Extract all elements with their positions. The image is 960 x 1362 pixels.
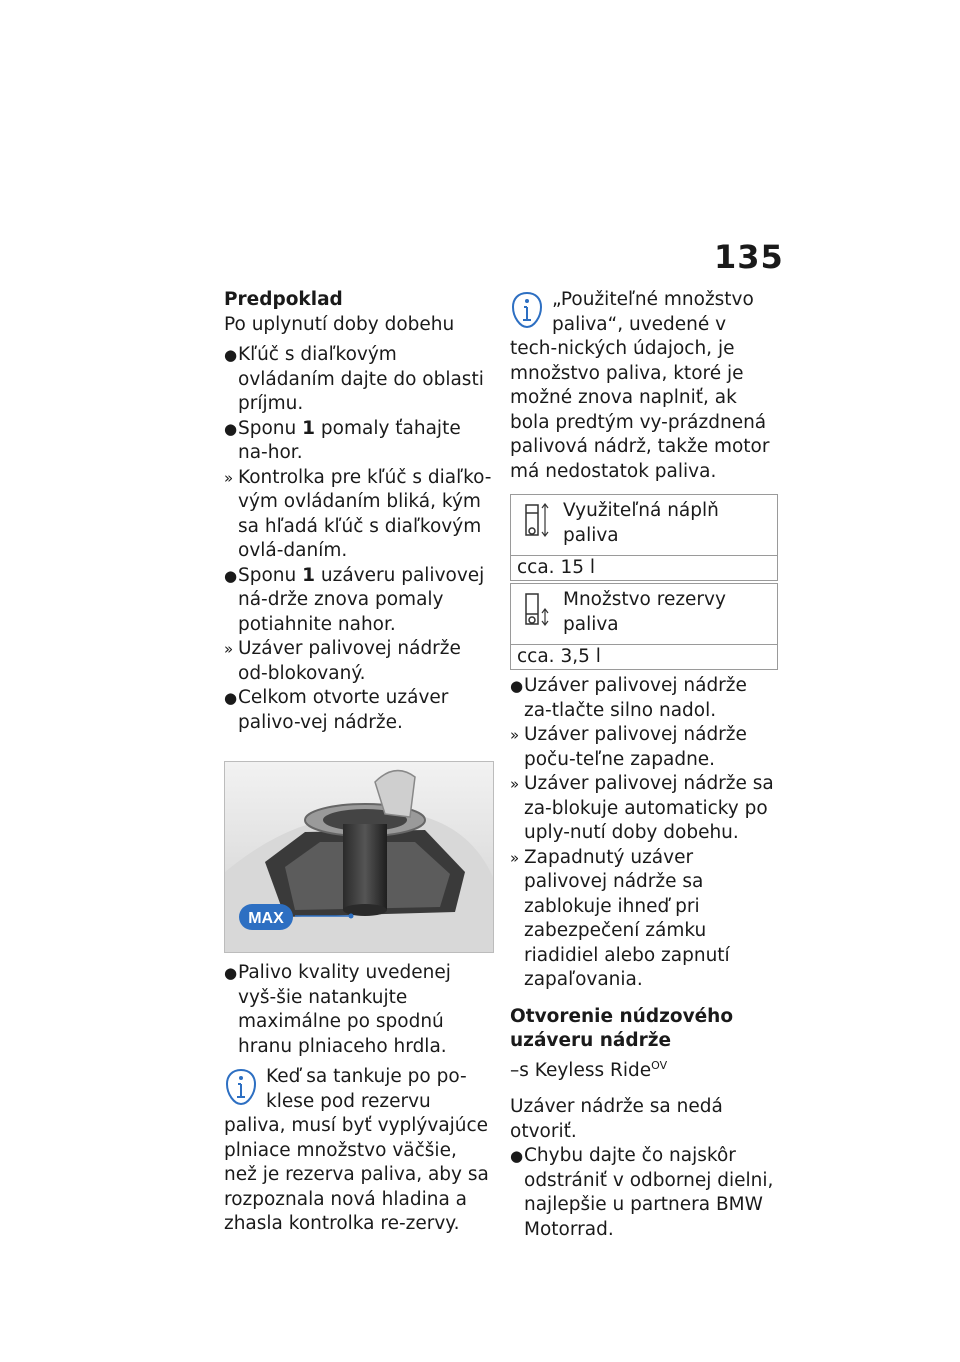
result-mark: » (510, 848, 520, 867)
emergency-steps (510, 1144, 778, 1242)
info-note (510, 288, 778, 484)
list-item (510, 846, 778, 993)
step-text: Celkom otvorte uzáver palivo-vej nádrže. (238, 687, 449, 733)
info-icon (510, 290, 544, 330)
list-item (224, 564, 494, 638)
info-note (224, 1065, 494, 1237)
list-item (224, 686, 494, 735)
bullet-mark: ● (224, 964, 238, 982)
step-text: Sponu (238, 564, 303, 586)
result-mark: » (510, 726, 520, 744)
spec-value: cca. 15 l (511, 555, 777, 580)
prerequisite-heading: Predpoklad (224, 289, 343, 310)
bullet-mark: ● (224, 419, 238, 438)
step-text: Palivo kvality uvedenej vyš-šie natankujte maximálne po spodnú hranu plniaceho hrdla. (238, 962, 451, 1057)
spec-usable-fuel (510, 494, 778, 581)
list-item (510, 674, 778, 723)
step-text: Chybu dajte čo najskôr odstrániť v odbornej dielni, najlepšie u partnera BMW Motorrad. (524, 1145, 774, 1240)
step-text: Sponu (238, 417, 303, 439)
variant-text: –s Keyless Ride (510, 1059, 652, 1081)
right-column (510, 288, 778, 1242)
result-mark: » (224, 468, 234, 487)
result-mark: » (224, 640, 234, 658)
list-item (510, 723, 778, 772)
left-column (224, 288, 494, 1237)
prerequisite-text: Po uplynutí doby dobehu (224, 313, 455, 335)
note-text: Keď sa tankuje po po-klese pod rezervu paliva, musí byť vyplývajúce plniace množstvo väčšie, než je rezerva paliva, aby sa rozpoznala nová hladina a zhasla kontrolka re-zervy. (224, 1066, 489, 1234)
bullet-mark: ● (510, 1147, 524, 1166)
step-text: Kľúč s diaľkovým ovládaním dajte do oblasti príjmu. (238, 344, 484, 414)
step-text: pomaly ťahajte na-hor. (238, 417, 461, 463)
bullet-mark: ● (224, 689, 238, 707)
fuel-tank-illustration (225, 762, 494, 953)
list-item (224, 466, 494, 564)
result-mark: » (510, 775, 520, 793)
emergency-heading: Otvorenie núdzového uzáveru nádrže (510, 1005, 734, 1051)
opening-steps (224, 343, 494, 735)
variant-label (510, 1054, 778, 1084)
bullet-mark: ● (224, 346, 238, 364)
list-item (224, 343, 494, 417)
step-text: uzáveru palivovej ná-drže znova pomaly potiahnite nahor. (238, 564, 485, 635)
list-item (510, 772, 778, 846)
spec-label: Využiteľná náplň paliva (563, 500, 719, 546)
list-item (224, 637, 494, 686)
info-icon (224, 1067, 258, 1107)
spec-reserve-fuel (510, 583, 778, 670)
closing-steps (510, 674, 778, 993)
reference-number: 1 (302, 417, 316, 439)
fuel-filler-neck-figure (224, 761, 494, 953)
statement-text: Uzáver nádrže sa nedá otvoriť. (510, 1096, 723, 1142)
step-text: Uzáver palivovej nádrže od-blokovaný. (238, 638, 461, 684)
list-item (224, 417, 494, 466)
step-text: Uzáver palivovej nádrže poču-teľne zapadne. (524, 724, 747, 770)
spec-label: Množstvo rezervy paliva (563, 589, 726, 635)
reference-number: 1 (302, 564, 316, 586)
page-number: 135 (714, 238, 784, 276)
refuel-step (224, 961, 494, 1059)
step-text: Zapadnutý uzáver palivovej nádrže sa zablokuje ihneď pri zabezpečení zámku riadidiel alebo zapnutí zapaľovania. (524, 846, 730, 990)
list-item (510, 1144, 778, 1242)
fuel-reserve-icon (523, 590, 553, 630)
step-text: Uzáver palivovej nádrže za-tlačte silno nadol. (524, 675, 747, 721)
bullet-mark: ● (510, 677, 524, 695)
variant-superscript: OV (651, 1058, 668, 1072)
step-text: Kontrolka pre kľúč s diaľko-vým ovládaním bliká, kým sa hľadá kľúč s diaľkovým ovlá-daním. (238, 466, 492, 561)
list-item (224, 961, 494, 1059)
max-label: MAX (248, 910, 284, 927)
bullet-mark: ● (224, 566, 238, 585)
spec-value: cca. 3,5 l (511, 644, 777, 669)
note-text: „Použiteľné množstvo paliva“, uvedené v tech-nických údajoch, je množstvo paliva, ktoré je možné znova naplniť, ak bola predtým vy-prázdnená palivová nádrž, takže motor má nedostatok paliva. (510, 289, 770, 482)
fuel-gauge-icon (523, 501, 553, 541)
step-text: Uzáver palivovej nádrže sa za-blokuje automaticky po uply-nutí doby dobehu. (524, 773, 774, 843)
